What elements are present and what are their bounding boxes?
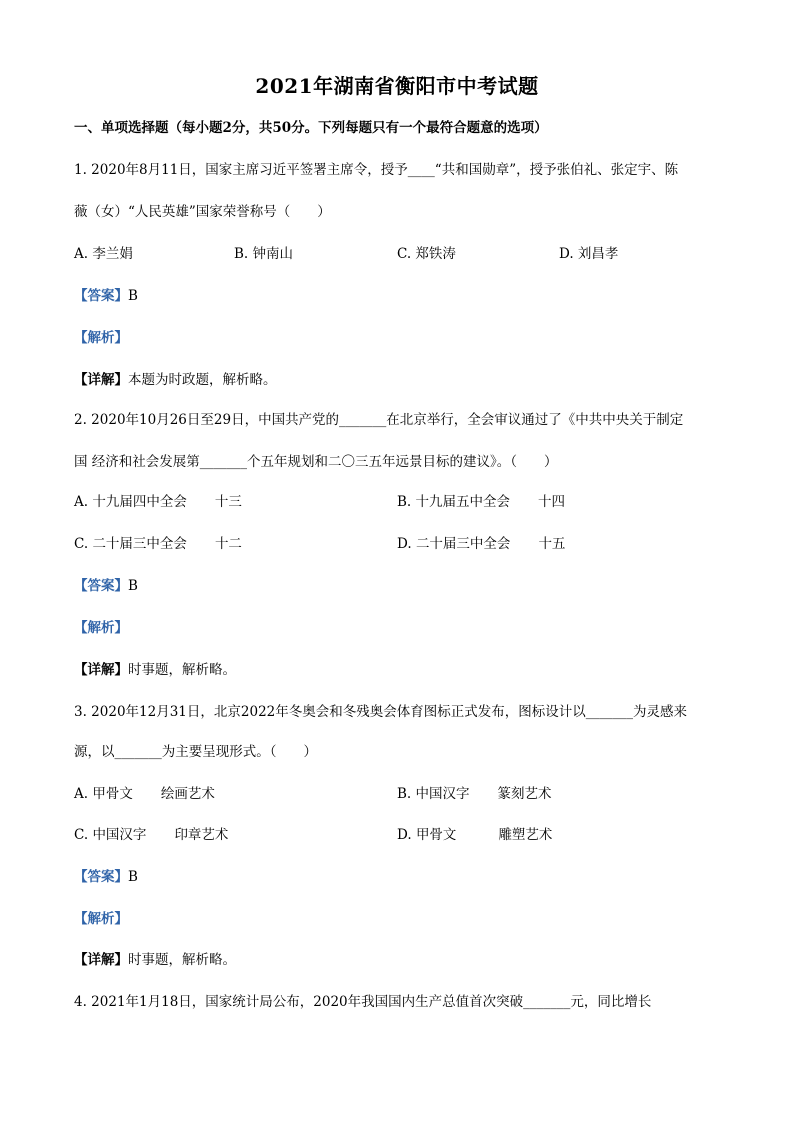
question-3-detail [74,948,236,968]
question-1-answer [74,284,138,304]
question-1-option-a: A. 李兰娟 [74,246,133,262]
question-3-option-a: A. 甲骨文 绘画艺术 [74,786,215,802]
question-1-option-c: C. 郑铁涛 [397,246,456,262]
answer-value: B [128,869,138,885]
question-3-option-b: B. 中国汉字 篆刻艺术 [397,786,552,802]
analysis-tag: 【解析】 [74,911,128,927]
question-3-answer [74,865,138,885]
analysis-tag: 【解析】 [74,330,128,346]
answer-value: B [128,578,138,594]
page-title: 2021年湖南省衡阳市中考试题 [255,74,539,98]
detail-text: 时事题，解析略。 [128,662,236,678]
detail-tag: 【详解】 [74,952,128,968]
question-1-stem-line1: 1. 2020年8月11日，国家主席习近平签署主席令，授予____“共和国勋章”，授予张伯礼、张定宇、陈 [74,162,679,178]
answer-tag: 【答案】 [74,578,128,594]
question-3-stem-line2: 源，以_______为主要呈现形式。（ ） [74,744,317,760]
question-2-analysis [74,616,128,636]
question-4-stem-line1: 4. 2021年1月18日，国家统计局公布，2020年我国国内生产总值首次突破_______元，同比增长 [74,994,652,1010]
question-1-stem-line2: 薇（女）“人民英雄”国家荣誉称号（ ） [74,204,331,220]
section-heading: 一、单项选择题（每小题2分，共50分。下列每题只有一个最符合题意的选项） [74,120,548,136]
question-3-stem-line1: 3. 2020年12月31日，北京2022年冬奥会和冬残奥会体育图标正式发布，图标设计以_______为灵感来 [74,704,687,720]
question-1-analysis [74,326,128,346]
question-2-detail [74,658,236,678]
question-2-answer [74,574,138,594]
question-2-option-a: A. 十九届四中全会 十三 [74,494,242,510]
detail-tag: 【详解】 [74,662,128,678]
question-3-option-c: C. 中国汉字 印章艺术 [74,827,229,843]
answer-tag: 【答案】 [74,869,128,885]
question-1-option-b: B. 钟南山 [234,246,294,262]
question-2-option-c: C. 二十届三中全会 十二 [74,536,242,552]
question-2-option-b: B. 十九届五中全会 十四 [397,494,566,510]
analysis-tag: 【解析】 [74,620,128,636]
question-2-stem-line1: 2. 2020年10月26日至29日，中国共产党的_______在北京举行，全会审议通过了《中共中央关于制定 [74,412,684,428]
question-2-option-d: D. 二十届三中全会 十五 [397,536,566,552]
question-3-analysis [74,907,128,927]
question-1-option-d: D. 刘昌孝 [559,246,619,262]
question-3-option-d: D. 甲骨文 雕塑艺术 [397,827,553,843]
detail-tag: 【详解】 [74,372,128,388]
answer-value: B [128,288,138,304]
question-2-stem-line2: 国 经济和社会发展第_______个五年规划和二〇三五年远景目标的建议》。（ ） [74,454,558,470]
question-1-detail [74,368,277,388]
answer-tag: 【答案】 [74,288,128,304]
detail-text: 本题为时政题，解析略。 [128,372,277,388]
detail-text: 时事题，解析略。 [128,952,236,968]
